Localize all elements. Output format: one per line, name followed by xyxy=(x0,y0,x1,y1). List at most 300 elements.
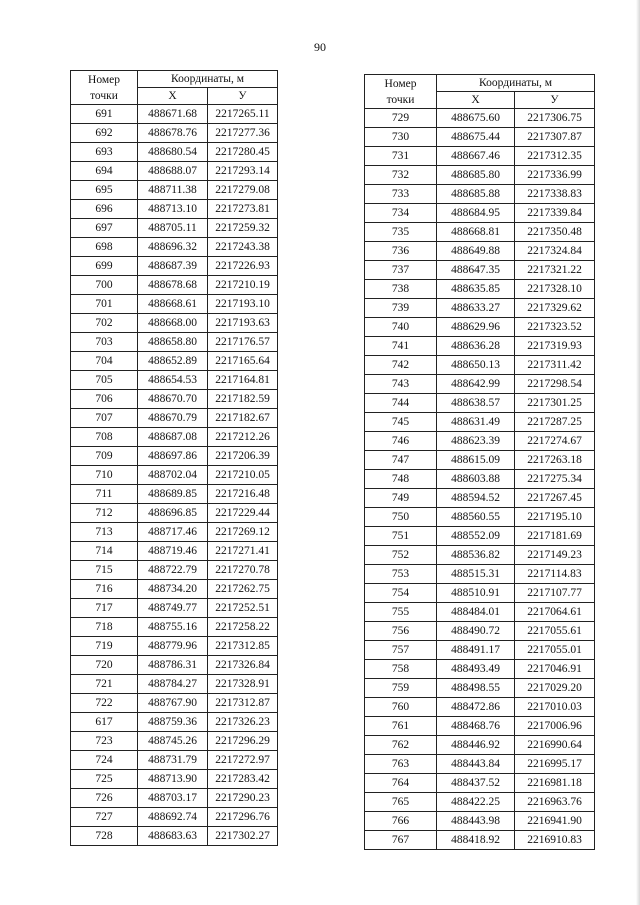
scan-edge-shadow xyxy=(636,0,640,905)
table-row xyxy=(71,238,278,257)
x-coordinate-cell: 488615.09 xyxy=(437,451,515,470)
point-number-cell: 722 xyxy=(71,694,138,713)
point-number-cell: 749 xyxy=(365,489,437,508)
x-coordinate-cell: 488784.27 xyxy=(138,675,208,694)
x-coordinate-cell: 488755.16 xyxy=(138,618,208,637)
point-number-cell: 696 xyxy=(71,200,138,219)
table-row xyxy=(365,489,595,508)
x-coordinate-cell: 488767.90 xyxy=(138,694,208,713)
y-coordinate-cell: 2217323.52 xyxy=(515,318,595,337)
x-coordinate-cell: 488443.84 xyxy=(437,755,515,774)
table-row xyxy=(71,181,278,200)
x-coordinate-cell: 488642.99 xyxy=(437,375,515,394)
y-coordinate-cell: 2217182.67 xyxy=(208,409,278,428)
table-row xyxy=(71,143,278,162)
x-coordinate-cell: 488749.77 xyxy=(138,599,208,618)
y-coordinate-cell: 2217165.64 xyxy=(208,352,278,371)
x-coordinate-cell: 488685.88 xyxy=(437,185,515,204)
y-coordinate-cell: 2217265.11 xyxy=(208,105,278,124)
y-column-header: У xyxy=(515,92,595,109)
point-number-cell: 692 xyxy=(71,124,138,143)
table-row xyxy=(71,485,278,504)
table-row xyxy=(71,105,278,124)
x-coordinate-cell: 488437.52 xyxy=(437,774,515,793)
table-row xyxy=(365,736,595,755)
x-coordinate-cell: 488685.80 xyxy=(437,166,515,185)
x-column-header: X xyxy=(437,92,515,109)
y-coordinate-cell: 2217307.87 xyxy=(515,128,595,147)
table-row xyxy=(365,242,595,261)
table-row xyxy=(365,698,595,717)
point-number-cell: 706 xyxy=(71,390,138,409)
point-number-header: Номер точки xyxy=(71,71,138,105)
point-number-cell: 752 xyxy=(365,546,437,565)
point-number-cell: 714 xyxy=(71,542,138,561)
y-coordinate-cell: 2216963.76 xyxy=(515,793,595,812)
y-coordinate-cell: 2217326.23 xyxy=(208,713,278,732)
table-row xyxy=(71,827,278,846)
table-row xyxy=(71,770,278,789)
table-row xyxy=(365,337,595,356)
x-coordinate-cell: 488635.85 xyxy=(437,280,515,299)
point-number-cell: 767 xyxy=(365,831,437,850)
table-row xyxy=(365,204,595,223)
point-number-cell: 742 xyxy=(365,356,437,375)
table-row xyxy=(365,451,595,470)
point-number-cell: 720 xyxy=(71,656,138,675)
y-coordinate-cell: 2217338.83 xyxy=(515,185,595,204)
point-number-cell: 699 xyxy=(71,257,138,276)
coordinates-table-right xyxy=(364,74,595,850)
table-row xyxy=(365,774,595,793)
x-coordinate-cell: 488678.68 xyxy=(138,276,208,295)
y-coordinate-cell: 2217193.10 xyxy=(208,295,278,314)
y-coordinate-cell: 2217055.61 xyxy=(515,622,595,641)
x-coordinate-cell: 488684.95 xyxy=(437,204,515,223)
x-coordinate-cell: 488498.55 xyxy=(437,679,515,698)
point-number-cell: 759 xyxy=(365,679,437,698)
point-number-cell: 617 xyxy=(71,713,138,732)
table-row xyxy=(365,546,595,565)
x-coordinate-cell: 488670.79 xyxy=(138,409,208,428)
y-coordinate-cell: 2217176.57 xyxy=(208,333,278,352)
table-row xyxy=(71,523,278,542)
point-number-cell: 748 xyxy=(365,470,437,489)
table-row xyxy=(71,371,278,390)
point-number-cell: 757 xyxy=(365,641,437,660)
x-coordinate-cell: 488668.61 xyxy=(138,295,208,314)
y-coordinate-cell: 2217328.91 xyxy=(208,675,278,694)
point-number-cell: 766 xyxy=(365,812,437,831)
y-coordinate-cell: 2217229.44 xyxy=(208,504,278,523)
table-row xyxy=(71,542,278,561)
point-number-cell: 755 xyxy=(365,603,437,622)
point-number-cell: 738 xyxy=(365,280,437,299)
y-coordinate-cell: 2216995.17 xyxy=(515,755,595,774)
point-number-cell: 713 xyxy=(71,523,138,542)
y-coordinate-cell: 2217055.01 xyxy=(515,641,595,660)
y-coordinate-cell: 2217273.81 xyxy=(208,200,278,219)
point-number-cell: 703 xyxy=(71,333,138,352)
x-coordinate-cell: 488443.98 xyxy=(437,812,515,831)
table-row xyxy=(71,732,278,751)
table-row xyxy=(71,447,278,466)
point-number-cell: 715 xyxy=(71,561,138,580)
point-number-cell: 712 xyxy=(71,504,138,523)
point-number-cell: 698 xyxy=(71,238,138,257)
y-coordinate-cell: 2217258.22 xyxy=(208,618,278,637)
point-number-cell: 743 xyxy=(365,375,437,394)
y-coordinate-cell: 2217269.12 xyxy=(208,523,278,542)
table-row xyxy=(365,831,595,850)
point-number-cell: 704 xyxy=(71,352,138,371)
table-row xyxy=(71,599,278,618)
y-coordinate-cell: 2217312.85 xyxy=(208,637,278,656)
table-row xyxy=(71,295,278,314)
table-row xyxy=(71,219,278,238)
table-row xyxy=(365,812,595,831)
y-coordinate-cell: 2217326.84 xyxy=(208,656,278,675)
point-number-cell: 747 xyxy=(365,451,437,470)
y-coordinate-cell: 2217267.45 xyxy=(515,489,595,508)
x-coordinate-cell: 488702.04 xyxy=(138,466,208,485)
table-row xyxy=(71,675,278,694)
x-coordinate-cell: 488692.74 xyxy=(138,808,208,827)
y-coordinate-cell: 2217306.75 xyxy=(515,109,595,128)
x-coordinate-cell: 488759.36 xyxy=(138,713,208,732)
y-coordinate-cell: 2217301.25 xyxy=(515,394,595,413)
coordinates-header: Координаты, м xyxy=(138,71,278,88)
table-row xyxy=(71,504,278,523)
point-number-cell: 710 xyxy=(71,466,138,485)
point-number-cell: 716 xyxy=(71,580,138,599)
y-coordinate-cell: 2217296.76 xyxy=(208,808,278,827)
y-coordinate-cell: 2217279.08 xyxy=(208,181,278,200)
point-number-cell: 711 xyxy=(71,485,138,504)
x-coordinate-cell: 488422.25 xyxy=(437,793,515,812)
y-coordinate-cell: 2217350.48 xyxy=(515,223,595,242)
point-number-cell: 723 xyxy=(71,732,138,751)
x-coordinate-cell: 488493.49 xyxy=(437,660,515,679)
x-coordinate-cell: 488734.20 xyxy=(138,580,208,599)
y-coordinate-cell: 2217277.36 xyxy=(208,124,278,143)
y-coordinate-cell: 2217336.99 xyxy=(515,166,595,185)
table-row xyxy=(71,352,278,371)
y-coordinate-cell: 2216981.18 xyxy=(515,774,595,793)
x-coordinate-cell: 488687.39 xyxy=(138,257,208,276)
y-coordinate-cell: 2217006.96 xyxy=(515,717,595,736)
point-number-cell: 765 xyxy=(365,793,437,812)
table-row xyxy=(365,793,595,812)
x-coordinate-cell: 488490.72 xyxy=(437,622,515,641)
y-coordinate-cell: 2217274.67 xyxy=(515,432,595,451)
y-coordinate-cell: 2217181.69 xyxy=(515,527,595,546)
table-row xyxy=(71,637,278,656)
x-column-header: X xyxy=(138,88,208,105)
x-coordinate-cell: 488633.27 xyxy=(437,299,515,318)
y-coordinate-cell: 2217324.84 xyxy=(515,242,595,261)
y-coordinate-cell: 2217010.03 xyxy=(515,698,595,717)
y-coordinate-cell: 2217275.34 xyxy=(515,470,595,489)
y-coordinate-cell: 2217271.41 xyxy=(208,542,278,561)
y-coordinate-cell: 2217046.91 xyxy=(515,660,595,679)
point-number-cell: 721 xyxy=(71,675,138,694)
x-coordinate-cell: 488603.88 xyxy=(437,470,515,489)
x-coordinate-cell: 488515.31 xyxy=(437,565,515,584)
x-coordinate-cell: 488688.07 xyxy=(138,162,208,181)
point-number-cell: 730 xyxy=(365,128,437,147)
y-coordinate-cell: 2217283.42 xyxy=(208,770,278,789)
point-number-cell: 693 xyxy=(71,143,138,162)
point-number-cell: 740 xyxy=(365,318,437,337)
table-row xyxy=(365,527,595,546)
x-coordinate-cell: 488696.85 xyxy=(138,504,208,523)
point-number-cell: 762 xyxy=(365,736,437,755)
x-coordinate-cell: 488629.96 xyxy=(437,318,515,337)
table-row xyxy=(365,622,595,641)
point-number-cell: 702 xyxy=(71,314,138,333)
y-coordinate-cell: 2217114.83 xyxy=(515,565,595,584)
x-coordinate-cell: 488658.80 xyxy=(138,333,208,352)
table-row xyxy=(365,223,595,242)
table-row xyxy=(365,641,595,660)
x-coordinate-cell: 488779.96 xyxy=(138,637,208,656)
x-coordinate-cell: 488638.57 xyxy=(437,394,515,413)
x-coordinate-cell: 488675.60 xyxy=(437,109,515,128)
x-coordinate-cell: 488650.13 xyxy=(437,356,515,375)
x-coordinate-cell: 488680.54 xyxy=(138,143,208,162)
y-coordinate-cell: 2217182.59 xyxy=(208,390,278,409)
table-row xyxy=(365,679,595,698)
x-coordinate-cell: 488722.79 xyxy=(138,561,208,580)
point-number-cell: 700 xyxy=(71,276,138,295)
table-row xyxy=(365,375,595,394)
y-coordinate-cell: 2217328.10 xyxy=(515,280,595,299)
point-number-cell: 724 xyxy=(71,751,138,770)
table-row xyxy=(365,185,595,204)
table-row xyxy=(365,470,595,489)
point-number-cell: 737 xyxy=(365,261,437,280)
y-coordinate-cell: 2217312.35 xyxy=(515,147,595,166)
point-number-cell: 705 xyxy=(71,371,138,390)
table-row xyxy=(365,318,595,337)
y-coordinate-cell: 2217339.84 xyxy=(515,204,595,223)
point-number-cell: 709 xyxy=(71,447,138,466)
point-number-cell: 695 xyxy=(71,181,138,200)
y-coordinate-cell: 2217270.78 xyxy=(208,561,278,580)
y-coordinate-cell: 2217107.77 xyxy=(515,584,595,603)
y-coordinate-cell: 2217210.05 xyxy=(208,466,278,485)
table-row xyxy=(365,717,595,736)
point-number-cell: 763 xyxy=(365,755,437,774)
point-number-cell: 756 xyxy=(365,622,437,641)
y-coordinate-cell: 2216910.83 xyxy=(515,831,595,850)
table-row xyxy=(71,713,278,732)
y-coordinate-cell: 2216941.90 xyxy=(515,812,595,831)
point-number-cell: 733 xyxy=(365,185,437,204)
x-coordinate-cell: 488654.53 xyxy=(138,371,208,390)
y-coordinate-cell: 2217311.42 xyxy=(515,356,595,375)
x-coordinate-cell: 488713.90 xyxy=(138,770,208,789)
y-coordinate-cell: 2217259.32 xyxy=(208,219,278,238)
point-number-cell: 727 xyxy=(71,808,138,827)
table-row xyxy=(71,789,278,808)
point-number-cell: 726 xyxy=(71,789,138,808)
table-row xyxy=(365,755,595,774)
y-coordinate-cell: 2217193.63 xyxy=(208,314,278,333)
point-number-cell: 741 xyxy=(365,337,437,356)
table-row xyxy=(71,162,278,181)
point-number-cell: 734 xyxy=(365,204,437,223)
y-coordinate-cell: 2217272.97 xyxy=(208,751,278,770)
table-row xyxy=(365,356,595,375)
point-number-cell: 758 xyxy=(365,660,437,679)
table-row xyxy=(71,428,278,447)
x-coordinate-cell: 488719.46 xyxy=(138,542,208,561)
point-number-cell: 745 xyxy=(365,413,437,432)
table-row xyxy=(365,261,595,280)
point-number-cell: 739 xyxy=(365,299,437,318)
x-coordinate-cell: 488472.86 xyxy=(437,698,515,717)
y-coordinate-cell: 2217312.87 xyxy=(208,694,278,713)
y-coordinate-cell: 2217296.29 xyxy=(208,732,278,751)
table-row xyxy=(365,660,595,679)
table-row xyxy=(365,432,595,451)
x-coordinate-cell: 488670.70 xyxy=(138,390,208,409)
table-row xyxy=(71,808,278,827)
point-number-cell: 736 xyxy=(365,242,437,261)
table-row xyxy=(365,508,595,527)
y-coordinate-cell: 2217280.45 xyxy=(208,143,278,162)
x-coordinate-cell: 488491.17 xyxy=(437,641,515,660)
table-row xyxy=(71,694,278,713)
x-coordinate-cell: 488484.01 xyxy=(437,603,515,622)
x-coordinate-cell: 488731.79 xyxy=(138,751,208,770)
x-coordinate-cell: 488703.17 xyxy=(138,789,208,808)
table-row xyxy=(365,109,595,128)
table-row xyxy=(71,751,278,770)
x-coordinate-cell: 488678.76 xyxy=(138,124,208,143)
y-coordinate-cell: 2217212.26 xyxy=(208,428,278,447)
x-coordinate-cell: 488697.86 xyxy=(138,447,208,466)
point-number-cell: 732 xyxy=(365,166,437,185)
table-row xyxy=(71,656,278,675)
x-coordinate-cell: 488687.08 xyxy=(138,428,208,447)
y-coordinate-cell: 2217262.75 xyxy=(208,580,278,599)
table-row xyxy=(365,565,595,584)
table-row xyxy=(71,409,278,428)
x-coordinate-cell: 488786.31 xyxy=(138,656,208,675)
x-coordinate-cell: 488668.81 xyxy=(437,223,515,242)
point-number-cell: 735 xyxy=(365,223,437,242)
table-row xyxy=(365,584,595,603)
x-coordinate-cell: 488594.52 xyxy=(437,489,515,508)
table-row xyxy=(71,124,278,143)
table-row xyxy=(71,466,278,485)
point-number-cell: 729 xyxy=(365,109,437,128)
table-row xyxy=(365,603,595,622)
point-number-cell: 764 xyxy=(365,774,437,793)
table-row xyxy=(71,257,278,276)
y-coordinate-cell: 2217243.38 xyxy=(208,238,278,257)
table-row xyxy=(365,413,595,432)
y-coordinate-cell: 2217252.51 xyxy=(208,599,278,618)
y-coordinate-cell: 2217329.62 xyxy=(515,299,595,318)
x-coordinate-cell: 488705.11 xyxy=(138,219,208,238)
table-row xyxy=(71,561,278,580)
point-number-cell: 731 xyxy=(365,147,437,166)
point-number-cell: 753 xyxy=(365,565,437,584)
page-number: 90 xyxy=(314,40,326,54)
y-coordinate-cell: 2217149.23 xyxy=(515,546,595,565)
table-row xyxy=(71,314,278,333)
point-number-cell: 719 xyxy=(71,637,138,656)
point-number-cell: 725 xyxy=(71,770,138,789)
y-coordinate-cell: 2217029.20 xyxy=(515,679,595,698)
x-coordinate-cell: 488468.76 xyxy=(437,717,515,736)
point-number-cell: 694 xyxy=(71,162,138,181)
point-number-cell: 708 xyxy=(71,428,138,447)
y-coordinate-cell: 2217206.39 xyxy=(208,447,278,466)
point-number-cell: 728 xyxy=(71,827,138,846)
table-row xyxy=(365,166,595,185)
x-coordinate-cell: 488745.26 xyxy=(138,732,208,751)
x-coordinate-cell: 488671.68 xyxy=(138,105,208,124)
x-coordinate-cell: 488652.89 xyxy=(138,352,208,371)
x-coordinate-cell: 488636.28 xyxy=(437,337,515,356)
point-number-cell: 707 xyxy=(71,409,138,428)
y-coordinate-cell: 2217164.81 xyxy=(208,371,278,390)
y-coordinate-cell: 2217263.18 xyxy=(515,451,595,470)
table-row xyxy=(365,128,595,147)
point-number-cell: 701 xyxy=(71,295,138,314)
y-coordinate-cell: 2217290.23 xyxy=(208,789,278,808)
point-number-cell: 750 xyxy=(365,508,437,527)
table-row xyxy=(365,147,595,166)
y-coordinate-cell: 2217287.25 xyxy=(515,413,595,432)
y-coordinate-cell: 2216990.64 xyxy=(515,736,595,755)
y-coordinate-cell: 2217293.14 xyxy=(208,162,278,181)
point-number-cell: 761 xyxy=(365,717,437,736)
x-coordinate-cell: 488560.55 xyxy=(437,508,515,527)
table-row xyxy=(71,580,278,599)
y-coordinate-cell: 2217064.61 xyxy=(515,603,595,622)
point-number-cell: 718 xyxy=(71,618,138,637)
x-coordinate-cell: 488696.32 xyxy=(138,238,208,257)
x-coordinate-cell: 488446.92 xyxy=(437,736,515,755)
x-coordinate-cell: 488668.00 xyxy=(138,314,208,333)
point-number-cell: 760 xyxy=(365,698,437,717)
x-coordinate-cell: 488667.46 xyxy=(437,147,515,166)
table-row xyxy=(365,299,595,318)
point-number-cell: 754 xyxy=(365,584,437,603)
table-row xyxy=(365,280,595,299)
point-number-cell: 717 xyxy=(71,599,138,618)
x-coordinate-cell: 488683.63 xyxy=(138,827,208,846)
x-coordinate-cell: 488552.09 xyxy=(437,527,515,546)
point-number-cell: 697 xyxy=(71,219,138,238)
x-coordinate-cell: 488647.35 xyxy=(437,261,515,280)
x-coordinate-cell: 488713.10 xyxy=(138,200,208,219)
coordinates-header: Координаты, м xyxy=(437,75,595,92)
point-number-cell: 744 xyxy=(365,394,437,413)
table-row xyxy=(71,333,278,352)
coordinates-table-left xyxy=(70,70,278,846)
point-number-cell: 746 xyxy=(365,432,437,451)
y-coordinate-cell: 2217302.27 xyxy=(208,827,278,846)
y-coordinate-cell: 2217195.10 xyxy=(515,508,595,527)
y-coordinate-cell: 2217226.93 xyxy=(208,257,278,276)
